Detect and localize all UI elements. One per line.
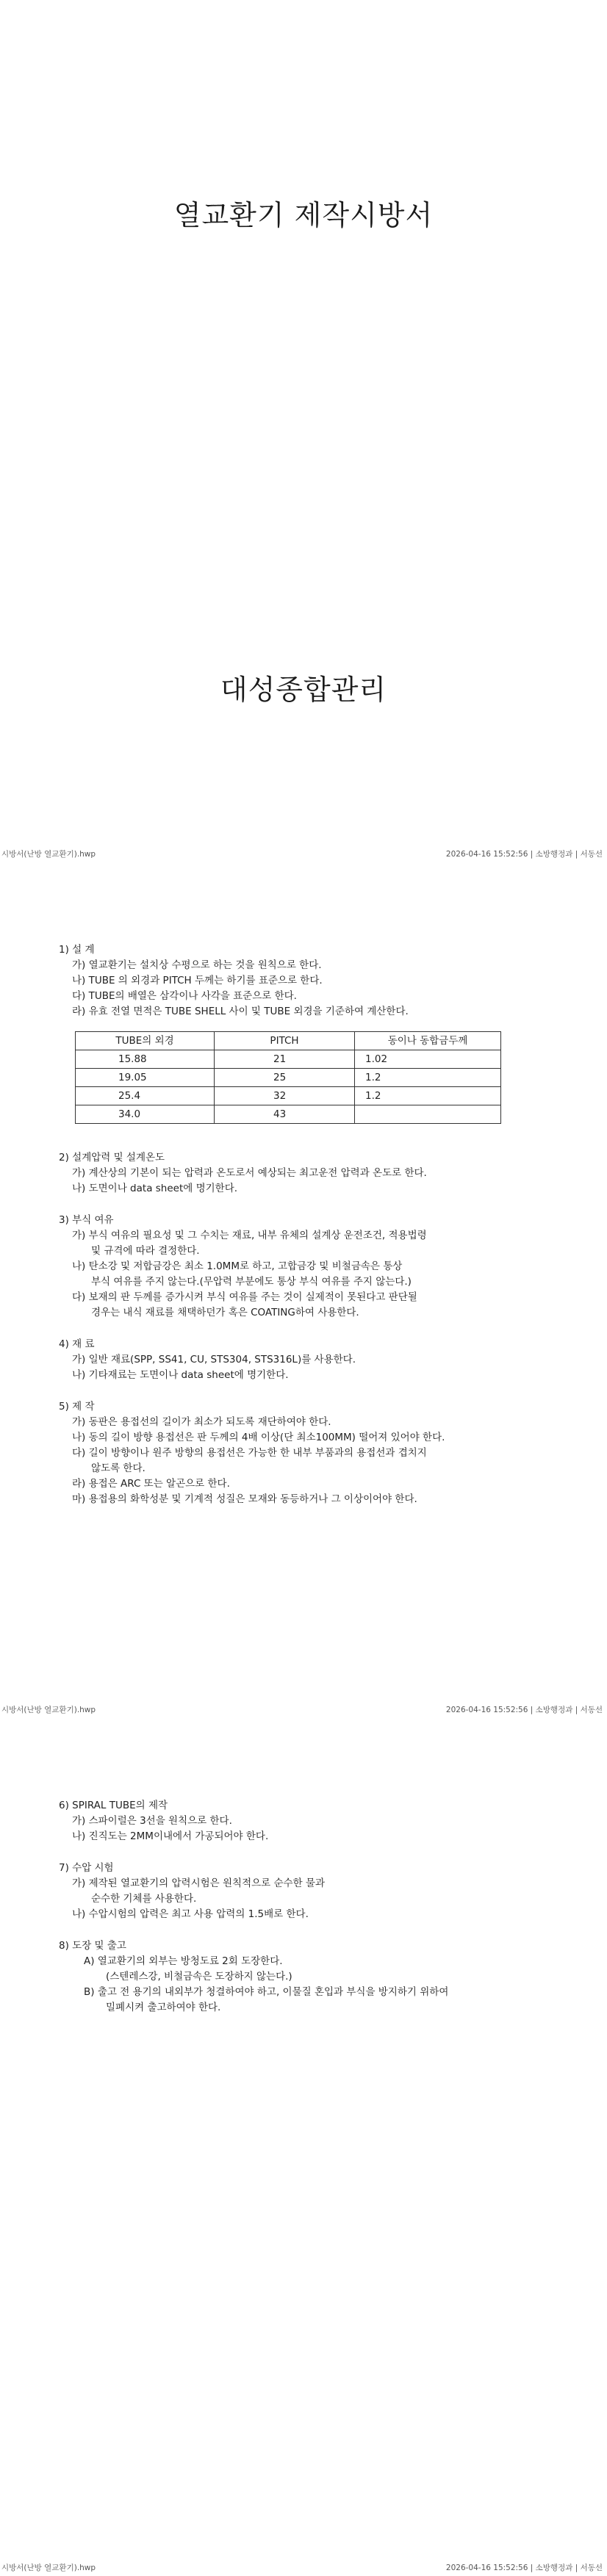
tube-spec-table: [75, 1031, 501, 1124]
table-cell: 15.88: [76, 1050, 215, 1069]
list-item: 가) 일반 재료(SPP, SS41, CU, STS304, STS316L)를 사용한다.: [72, 1354, 356, 1365]
column-header: PITCH: [215, 1032, 355, 1050]
table-cell: 21: [215, 1050, 355, 1069]
table-cell: 32: [215, 1087, 355, 1105]
list-item-continued: 순수한 기체를 사용한다.: [91, 1893, 197, 1905]
column-header: 동이나 동합금두께: [355, 1032, 501, 1050]
section-heading: 6) SPIRAL TUBE의 제작: [59, 1800, 168, 1811]
list-item: 라) 용접은 ARC 또는 알곤으로 한다.: [72, 1478, 230, 1490]
table-cell: 43: [215, 1105, 355, 1124]
list-item-continued: 밀폐시켜 출고하여야 한다.: [106, 2002, 221, 2013]
table-cell: [355, 1105, 501, 1124]
table-cell: 19.05: [76, 1069, 215, 1087]
section-heading: 3) 부식 여유: [59, 1214, 114, 1226]
list-item: 가) 부식 여유의 필요성 및 그 수치는 재료, 내부 유체의 설계상 운전조건, 적용법령: [72, 1230, 427, 1241]
section-heading: 2) 설계압력 및 설계온도: [59, 1152, 165, 1163]
table-cell: 25: [215, 1069, 355, 1087]
page-footer-1: [0, 848, 607, 859]
table-cell: 1.2: [355, 1087, 501, 1105]
list-item: A) 열교환기의 외부는 방청도료 2회 도장한다.: [84, 1955, 283, 1967]
list-item: 나) TUBE 의 외경과 PITCH 두께는 하기를 표준으로 한다.: [72, 975, 323, 986]
list-item: 다) TUBE의 배열은 삼각이나 사각을 표준으로 한다.: [72, 990, 297, 1002]
list-item: 마) 용접용의 화학성분 및 기계적 성질은 모재와 동등하거나 그 이상이어야 한다.: [72, 1493, 417, 1505]
column-header: TUBE의 외경: [76, 1032, 215, 1050]
footer-filename: 시방서(난방 열교환기).hwp: [1, 850, 96, 859]
section-heading: 8) 도장 및 출고: [59, 1940, 126, 1952]
page-footer-3: [0, 2562, 607, 2572]
footer-filename: 시방서(난방 열교환기).hwp: [1, 1706, 96, 1714]
table-cell: 1.2: [355, 1069, 501, 1087]
footer-meta: 2026-04-16 15:52:56 | 소방행정과 | 서동선: [445, 1706, 603, 1714]
table-row: [76, 1105, 501, 1124]
footer-meta: 2026-04-16 15:52:56 | 소방행정과 | 서동선: [445, 850, 603, 859]
section-heading: 1) 설 계: [59, 944, 95, 956]
list-item: 나) 진직도는 2MM이내에서 가공되어야 한다.: [72, 1830, 269, 1842]
list-item-continued: 부식 여유를 주지 않는다.(무압력 부분에도 통상 부식 여유를 주지 않는다.): [91, 1276, 412, 1288]
list-item: 가) 열교환기는 설치상 수평으로 하는 것을 원칙으로 한다.: [72, 959, 322, 971]
table-row: [76, 1069, 501, 1087]
footer-filename: 시방서(난방 열교환기).hwp: [1, 2564, 96, 2572]
section-heading: 7) 수압 시험: [59, 1862, 114, 1874]
list-item: 다) 길이 방향이나 원주 방향의 용접선은 가능한 한 내부 부품과의 용접선과 겹치지: [72, 1447, 427, 1459]
section-heading: 4) 재 료: [59, 1338, 95, 1350]
list-item: 나) 도면이나 data sheet에 명기한다.: [72, 1183, 238, 1194]
table-cell: 1.02: [355, 1050, 501, 1069]
page-2-content: [59, 942, 558, 1507]
list-item: 가) 제작된 열교환기의 압력시험은 원칙적으로 순수한 물과: [72, 1877, 325, 1889]
section-heading: 5) 제 작: [59, 1401, 95, 1413]
list-item: 나) 탄소강 및 저합금강은 최소 1.0MM로 하고, 고합금강 및 비철금속은 통상: [72, 1260, 403, 1272]
table-cell: 25.4: [76, 1087, 215, 1105]
list-item-continued: (스텐레스강, 비철금속은 도장하지 않는다.): [106, 1971, 292, 1982]
list-item: 가) 동판은 용접선의 길이가 최소가 되도록 재단하여야 한다.: [72, 1416, 331, 1428]
document-title: 열교환기 제작시방서: [173, 199, 434, 231]
page-footer-2: [0, 1704, 607, 1714]
list-item: 나) 수압시험의 압력은 최고 사용 압력의 1.5배로 한다.: [72, 1908, 309, 1920]
table-header-row: [76, 1032, 501, 1050]
company-name: 대성종합관리: [220, 674, 387, 706]
list-item: 나) 동의 길이 방향 용접선은 판 두께의 4배 이상(단 최소100MM) 떨어져 있어야 한다.: [72, 1432, 445, 1443]
table-cell: 34.0: [76, 1105, 215, 1124]
list-item: 가) 스파이럴은 3선을 원칙으로 한다.: [72, 1815, 232, 1827]
table-row: [76, 1087, 501, 1105]
list-item: B) 출고 전 용기의 내외부가 청결하여야 하고, 이물질 혼입과 부식을 방지하기 위하여: [84, 1986, 449, 1998]
list-item: 다) 보재의 판 두께를 증가시켜 부식 여유를 주는 것이 실제적이 못된다고 판단될: [72, 1291, 417, 1303]
footer-meta: 2026-04-16 15:52:56 | 소방행정과 | 서동선: [445, 2564, 603, 2572]
page-3-content: [59, 1798, 558, 2016]
list-item-continued: 않도록 한다.: [91, 1462, 146, 1474]
list-item-continued: 경우는 내식 재료를 채택하던가 혹은 COATING하여 사용한다.: [91, 1307, 359, 1318]
list-item: 나) 기타재료는 도면이나 data sheet에 명기한다.: [72, 1369, 289, 1381]
list-item: 가) 계산상의 기본이 되는 압력과 온도로서 예상되는 최고운전 압력과 온도로 한다.: [72, 1167, 427, 1179]
list-item-continued: 및 규격에 따라 결정한다.: [91, 1245, 200, 1257]
table-row: [76, 1050, 501, 1069]
list-item: 라) 유효 전열 면적은 TUBE SHELL 사이 및 TUBE 외경을 기준하여 계산한다.: [72, 1006, 409, 1017]
